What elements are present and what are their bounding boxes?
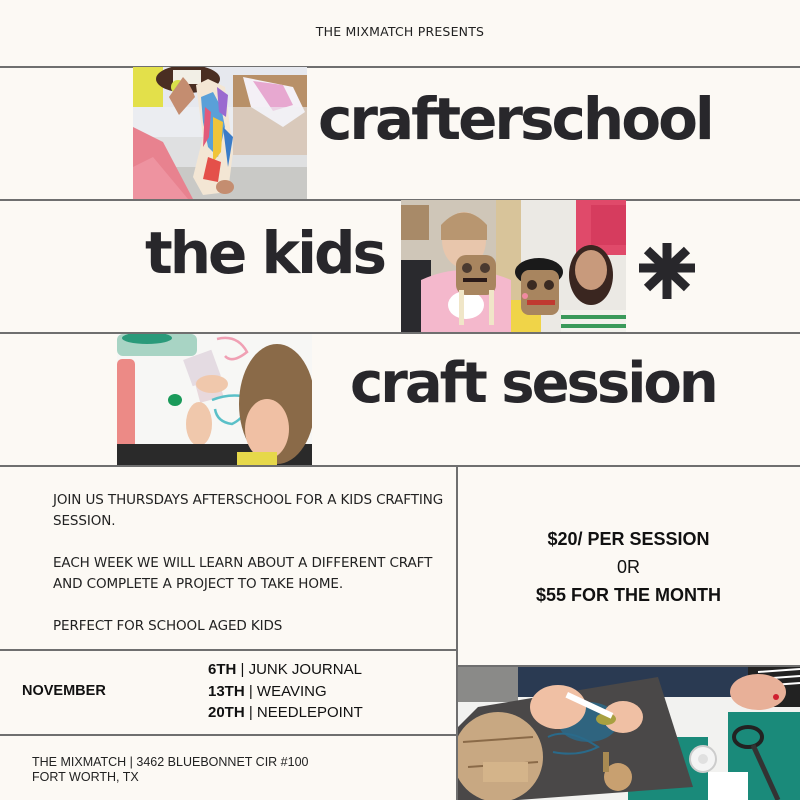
schedule-craft: JUNK JOURNAL: [248, 661, 362, 678]
schedule-date: 6TH: [208, 661, 237, 678]
description-paragraph: JOIN US THURSDAYS AFTERSCHOOL FOR A KIDS CRAFTING SESSION.: [53, 492, 444, 529]
schedule-month: NOVEMBER: [22, 683, 106, 699]
schedule-item: [208, 702, 363, 724]
schedule-date: 13TH: [208, 682, 245, 700]
schedule-item: [208, 681, 363, 703]
schedule-item: [208, 659, 363, 681]
footer-address: [32, 755, 308, 785]
price-monthly: $55 FOR THE MONTH: [535, 584, 722, 605]
presents-caption: THE MIXMATCH PRESENTS: [315, 24, 485, 39]
divider-rule: [0, 199, 800, 201]
schedule-date: 20TH: [208, 704, 245, 721]
price-or-separator: 0R: [616, 556, 640, 577]
address-line-1: THE MIXMATCH | 3462 BLUEBONNET CIR #100: [32, 755, 309, 769]
kids-puppets-photo: [401, 200, 626, 332]
address-line-2: FORT WORTH, TX: [32, 770, 139, 784]
pricing-block: [457, 467, 800, 666]
title-crafterschool: crafterschool: [318, 85, 712, 153]
description-paragraph: PERFECT FOR SCHOOL AGED KIDS: [53, 618, 283, 634]
schedule-list: [208, 659, 363, 724]
schedule-separator: |: [236, 661, 249, 678]
weaving-table-photo: [458, 667, 800, 800]
schedule-craft: NEEDLEPOINT: [256, 704, 363, 721]
description-block: [53, 490, 448, 658]
divider-rule: [0, 734, 457, 736]
schedule-separator: |: [244, 682, 257, 700]
schedule-craft: WEAVING: [256, 682, 327, 700]
schedule-separator: |: [244, 704, 257, 721]
marbled-paper-craft-photo: [133, 67, 307, 199]
divider-rule: [0, 66, 800, 68]
price-per-session: $20/ PER SESSION: [547, 528, 710, 549]
asterisk-icon: [636, 240, 698, 302]
title-the-kids: the kids: [145, 219, 385, 287]
title-craft-session: craft session: [350, 351, 716, 416]
needlepoint-photo: [117, 334, 312, 465]
description-paragraph: EACH WEEK WE WILL LEARN ABOUT A DIFFERENT CRAFT AND COMPLETE A PROJECT TO TAKE HOME.: [53, 555, 433, 592]
